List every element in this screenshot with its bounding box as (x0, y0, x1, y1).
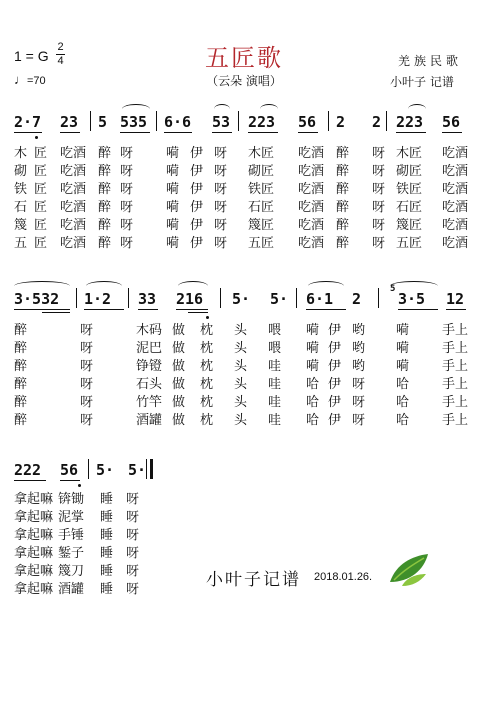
lyric-text: 枕 (200, 341, 214, 356)
lyric-text: 做 (172, 341, 186, 356)
lyric-text: 木 (14, 146, 28, 161)
lyric-text: 铁 (14, 182, 28, 197)
lyric-text: 吃酒 (60, 236, 87, 251)
lyric-text: 喂 (268, 341, 282, 356)
lyric-text: 呀 (80, 359, 94, 374)
lyric-text: 酒罐 (136, 413, 163, 428)
measure-note: 33 (138, 290, 157, 308)
barline (220, 288, 221, 308)
lyric-text: 呀 (126, 528, 140, 543)
underline (446, 309, 466, 310)
lyric-text: 醉 (336, 218, 350, 233)
lyric-text: 吃酒 (298, 200, 325, 215)
lyric-text: 篾 (14, 218, 28, 233)
lyric-text: 呀 (126, 582, 140, 597)
lyric-text: 呀 (352, 395, 366, 410)
lyric-text: 呀 (120, 218, 134, 233)
lyric-text: 枕 (200, 323, 214, 338)
measure-note: 2 (336, 113, 346, 131)
underline (176, 309, 208, 310)
lyric-text: 醉 (98, 182, 112, 197)
lyric-text: 呀 (214, 200, 228, 215)
lyric-text: 手锤 (58, 528, 85, 543)
time-signature-bottom: 4 (57, 55, 64, 67)
slur (408, 104, 426, 114)
lyric-text: 拿起嘛 (14, 564, 54, 579)
measure-note: 223 (248, 113, 276, 131)
key-signature: 1 = G (14, 48, 49, 64)
lyrics-block-3 (14, 488, 214, 596)
lyric-row (14, 337, 474, 355)
lyric-text: 哇 (268, 359, 282, 374)
lyric-text: 哈 (396, 377, 410, 392)
measure-note: 5· (270, 290, 289, 308)
measure-note: 5· (128, 461, 147, 479)
measure-note: 6·1 (306, 290, 334, 308)
lyric-text: 木匠 (248, 146, 275, 161)
lyric-text: 醉 (98, 236, 112, 251)
lyric-text: 头 (234, 359, 248, 374)
lyric-text: 吃酒 (298, 218, 325, 233)
lyric-text: 醉 (14, 359, 28, 374)
lyric-text: 呀 (372, 200, 386, 215)
lyric-text: 呀 (120, 146, 134, 161)
lyric-text: 呀 (120, 200, 134, 215)
lyric-row (14, 214, 474, 232)
lyric-text: 哈 (306, 377, 320, 392)
underline (212, 132, 232, 133)
lyric-text: 吃酒 (298, 236, 325, 251)
lyric-text: 錾子 (58, 546, 85, 561)
lyric-text: 哈 (306, 395, 320, 410)
low-octave-dot (35, 136, 38, 139)
lyric-text: 嗬 (396, 359, 410, 374)
measure-note: 3·5 (398, 290, 426, 308)
lyric-text: 呀 (352, 413, 366, 428)
barline (328, 111, 329, 131)
lyric-row (14, 160, 474, 178)
lyric-text: 枕 (200, 359, 214, 374)
lyric-row (14, 578, 214, 596)
slur (214, 104, 230, 114)
quarter-note-icon: ♩ (14, 72, 27, 87)
lyric-text: 嗬 (166, 218, 180, 233)
lyric-text: 手上 (442, 413, 469, 428)
barline (156, 111, 157, 131)
lyric-text: 呀 (214, 182, 228, 197)
lyric-text: 伊 (190, 200, 204, 215)
lyric-text: 呀 (372, 182, 386, 197)
lyric-text: 嗬 (166, 236, 180, 251)
lyric-text: 砌匠 (248, 164, 275, 179)
lyric-text: 伊 (328, 395, 342, 410)
lyric-text: 五匠 (248, 236, 275, 251)
lyric-text: 呀 (120, 236, 134, 251)
measure-note: 223 (396, 113, 424, 131)
lyric-text: 伊 (328, 413, 342, 428)
leaf-icon (386, 548, 432, 592)
barline (128, 288, 129, 308)
lyric-text: 嗬 (396, 323, 410, 338)
underline (138, 309, 158, 310)
measure-note: 222 (14, 461, 42, 479)
lyric-text: 匠 (34, 164, 48, 179)
underline (164, 132, 192, 133)
lyric-text: 嗬 (306, 323, 320, 338)
lyric-text: 嗬 (306, 359, 320, 374)
lyric-text: 醉 (336, 164, 350, 179)
lyric-text: 哇 (268, 413, 282, 428)
lyric-text: 头 (234, 395, 248, 410)
underline (248, 132, 278, 133)
notation-line-3 (14, 461, 214, 481)
lyric-text: 呀 (214, 236, 228, 251)
lyric-row (14, 232, 474, 250)
lyric-text: 头 (234, 341, 248, 356)
lyric-text: 石 (14, 200, 28, 215)
lyric-row (14, 355, 474, 373)
lyric-text: 吃酒 (298, 182, 325, 197)
lyric-row (14, 373, 474, 391)
lyric-text: 呀 (120, 182, 134, 197)
measure-note: 5· (96, 461, 115, 479)
barline (88, 459, 89, 479)
lyric-text: 做 (172, 377, 186, 392)
lyric-text: 篾匠 (396, 218, 423, 233)
barline (378, 288, 379, 308)
lyric-text: 呀 (80, 377, 94, 392)
lyric-text: 伊 (328, 359, 342, 374)
lyric-text: 枕 (200, 395, 214, 410)
lyric-text: 木匠 (396, 146, 423, 161)
underline (396, 132, 426, 133)
lyric-text: 吃酒 (442, 218, 469, 233)
lyric-text: 呀 (372, 218, 386, 233)
lyric-text: 醉 (336, 200, 350, 215)
lyric-text: 嗬 (166, 146, 180, 161)
lyric-text: 砌匠 (396, 164, 423, 179)
lyric-text: 做 (172, 395, 186, 410)
lyric-text: 竹竿 (136, 395, 163, 410)
lyric-row (14, 196, 474, 214)
lyric-text: 五匠 (396, 236, 423, 251)
lyric-text: 石匠 (248, 200, 275, 215)
transcriber-credit: 小叶子 记谱 (390, 75, 454, 89)
lyric-text: 枕 (200, 377, 214, 392)
lyric-text: 哈 (396, 413, 410, 428)
lyric-text: 匠 (34, 236, 48, 251)
lyric-text: 吃酒 (60, 218, 87, 233)
lyric-text: 篾匠 (248, 218, 275, 233)
lyric-text: 喂 (268, 323, 282, 338)
lyric-text: 睡 (100, 564, 114, 579)
lyric-text: 嗬 (166, 164, 180, 179)
underline (442, 132, 462, 133)
grace-note: 5 (390, 284, 396, 294)
lyric-text: 呀 (372, 236, 386, 251)
lyric-text: 拿起嘛 (14, 528, 54, 543)
underline (188, 312, 208, 313)
lyric-text: 匠 (34, 146, 48, 161)
lyric-text: 手上 (442, 323, 469, 338)
slur (390, 281, 438, 291)
lyric-text: 做 (172, 323, 186, 338)
lyric-text: 呀 (80, 395, 94, 410)
measure-note: 1·2 (84, 290, 112, 308)
lyric-text: 呀 (120, 164, 134, 179)
underline (84, 309, 124, 310)
lyric-row (14, 560, 214, 578)
lyric-text: 哇 (268, 377, 282, 392)
lyric-text: 吃酒 (60, 146, 87, 161)
underline (14, 132, 42, 133)
lyric-text: 呀 (214, 164, 228, 179)
measure-note: 216 (176, 290, 204, 308)
lyric-text: 手上 (442, 395, 469, 410)
lyric-text: 醉 (14, 323, 28, 338)
lyric-text: 伊 (328, 323, 342, 338)
measure-note: 56 (60, 461, 79, 479)
slur (86, 281, 122, 291)
lyric-text: 醉 (14, 413, 28, 428)
lyric-text: 头 (234, 413, 248, 428)
lyric-text: 睡 (100, 582, 114, 597)
lyric-text: 醉 (14, 395, 28, 410)
lyric-text: 铁匠 (396, 182, 423, 197)
lyric-text: 醉 (336, 236, 350, 251)
lyric-text: 呀 (372, 164, 386, 179)
lyric-text: 头 (234, 323, 248, 338)
lyric-text: 手上 (442, 359, 469, 374)
lyric-text: 吃酒 (298, 164, 325, 179)
underline (398, 309, 438, 310)
lyric-text: 哈 (396, 395, 410, 410)
measure-note: 56 (298, 113, 317, 131)
lyric-row (14, 524, 214, 542)
lyric-text: 哟 (352, 341, 366, 356)
measure-note: 53 (212, 113, 231, 131)
lyric-text: 匠 (34, 218, 48, 233)
underline (306, 309, 346, 310)
lyric-text: 嗬 (396, 341, 410, 356)
lyric-text: 拿起嘛 (14, 492, 54, 507)
lyric-text: 醉 (336, 146, 350, 161)
lyric-text: 呀 (80, 413, 94, 428)
lyric-text: 伊 (190, 236, 204, 251)
lyric-text: 嗬 (306, 341, 320, 356)
signature: 小叶子记谱 (206, 570, 301, 590)
lyric-text: 泥掌 (58, 510, 85, 525)
lyric-text: 呀 (126, 492, 140, 507)
lyric-text: 拿起嘛 (14, 510, 54, 525)
song-title: 五匠歌 (205, 44, 283, 72)
measure-note: 535 (120, 113, 148, 131)
lyric-text: 砌 (14, 164, 28, 179)
lyric-text: 呀 (214, 218, 228, 233)
measure-note: 5· (232, 290, 251, 308)
lyric-text: 头 (234, 377, 248, 392)
lyric-text: 铮镫 (136, 359, 163, 374)
lyric-text: 做 (172, 413, 186, 428)
tempo-value: =70 (27, 75, 46, 87)
lyric-text: 石匠 (396, 200, 423, 215)
lyric-text: 匠 (34, 182, 48, 197)
slur (14, 281, 70, 291)
lyric-text: 吃酒 (442, 146, 469, 161)
lyric-text: 哇 (268, 395, 282, 410)
lyric-text: 嗬 (166, 182, 180, 197)
underline (14, 309, 70, 310)
lyric-text: 醉 (14, 377, 28, 392)
measure-note: 12 (446, 290, 465, 308)
lyric-text: 篾刀 (58, 564, 85, 579)
lyric-text: 手上 (442, 377, 469, 392)
lyric-row (14, 542, 214, 560)
lyric-text: 伊 (328, 341, 342, 356)
lyric-row (14, 142, 474, 160)
lyric-row (14, 488, 214, 506)
slur (122, 104, 150, 114)
lyric-text: 吃酒 (60, 200, 87, 215)
underline (14, 480, 46, 481)
lyric-text: 酒罐 (58, 582, 85, 597)
lyric-text: 匠 (34, 200, 48, 215)
lyric-text: 哟 (352, 323, 366, 338)
lyric-text: 醉 (98, 164, 112, 179)
underline (60, 132, 80, 133)
notation-line-2 (14, 284, 474, 310)
lyrics-block-1 (14, 142, 474, 250)
lyric-text: 伊 (328, 377, 342, 392)
lyric-text: 枕 (200, 413, 214, 428)
underline (298, 132, 318, 133)
measure-note: 2 (372, 113, 382, 131)
measure-note: 3·532 (14, 290, 60, 308)
underline (120, 132, 150, 133)
lyric-text: 嗬 (166, 200, 180, 215)
lyric-text: 睡 (100, 528, 114, 543)
barline (296, 288, 297, 308)
slur (178, 281, 208, 291)
measure-note: 2·7 (14, 113, 42, 131)
signature-date: 2018.01.26. (314, 571, 373, 583)
lyric-text: 呀 (372, 146, 386, 161)
slur (308, 281, 344, 291)
lyric-text: 锛锄 (58, 492, 85, 507)
final-barline (146, 459, 153, 479)
lyric-text: 醉 (14, 341, 28, 356)
lyric-text: 泥巴 (136, 341, 163, 356)
lyric-text: 吃酒 (442, 200, 469, 215)
lyric-text: 呀 (126, 510, 140, 525)
lyric-text: 呀 (80, 323, 94, 338)
lyric-text: 手上 (442, 341, 469, 356)
lyric-text: 伊 (190, 164, 204, 179)
lyric-text: 吃酒 (442, 236, 469, 251)
underline (60, 480, 80, 481)
lyric-text: 醉 (336, 182, 350, 197)
lyric-text: 哈 (306, 413, 320, 428)
lyric-text: 睡 (100, 546, 114, 561)
lyric-text: 做 (172, 359, 186, 374)
measure-note: 23 (60, 113, 79, 131)
barline (76, 288, 77, 308)
lyric-text: 醉 (98, 218, 112, 233)
lyric-text: 伊 (190, 182, 204, 197)
lyric-row (14, 506, 214, 524)
lyric-row (14, 391, 474, 409)
song-origin: 羌族民歌 (398, 54, 463, 68)
lyrics-block-2 (14, 319, 474, 427)
lyric-text: 吃酒 (298, 146, 325, 161)
lyric-text: 吃酒 (442, 164, 469, 179)
lyric-text: 睡 (100, 510, 114, 525)
performer-note: （云朵 演唱） (206, 74, 282, 88)
barline (90, 111, 91, 131)
lyric-row (14, 178, 474, 196)
lyric-row (14, 319, 474, 337)
lyric-text: 哟 (352, 359, 366, 374)
lyric-text: 呀 (352, 377, 366, 392)
lyric-text: 伊 (190, 146, 204, 161)
measure-note: 2 (352, 290, 362, 308)
lyric-text: 呀 (80, 341, 94, 356)
lyric-text: 睡 (100, 492, 114, 507)
slur (260, 104, 278, 114)
lyric-row (14, 409, 474, 427)
barline (386, 111, 387, 131)
measure-note: 5 (98, 113, 108, 131)
measure-note: 6·6 (164, 113, 192, 131)
underline (42, 312, 70, 313)
lyric-text: 木码 (136, 323, 163, 338)
lyric-text: 吃酒 (60, 164, 87, 179)
lyric-text: 伊 (190, 218, 204, 233)
lyric-text: 吃酒 (60, 182, 87, 197)
notation-line-1 (14, 113, 474, 133)
lyric-text: 石头 (136, 377, 163, 392)
low-octave-dot (78, 484, 81, 487)
lyric-text: 吃酒 (442, 182, 469, 197)
lyric-text: 醉 (98, 146, 112, 161)
lyric-text: 醉 (98, 200, 112, 215)
barline (238, 111, 239, 131)
time-signature-top: 2 (57, 41, 64, 53)
lyric-text: 拿起嘛 (14, 582, 54, 597)
lyric-text: 铁匠 (248, 182, 275, 197)
measure-note: 56 (442, 113, 461, 131)
lyric-text: 呀 (126, 546, 140, 561)
lyric-text: 呀 (126, 564, 140, 579)
lyric-text: 拿起嘛 (14, 546, 54, 561)
lyric-text: 五 (14, 236, 28, 251)
lyric-text: 呀 (214, 146, 228, 161)
